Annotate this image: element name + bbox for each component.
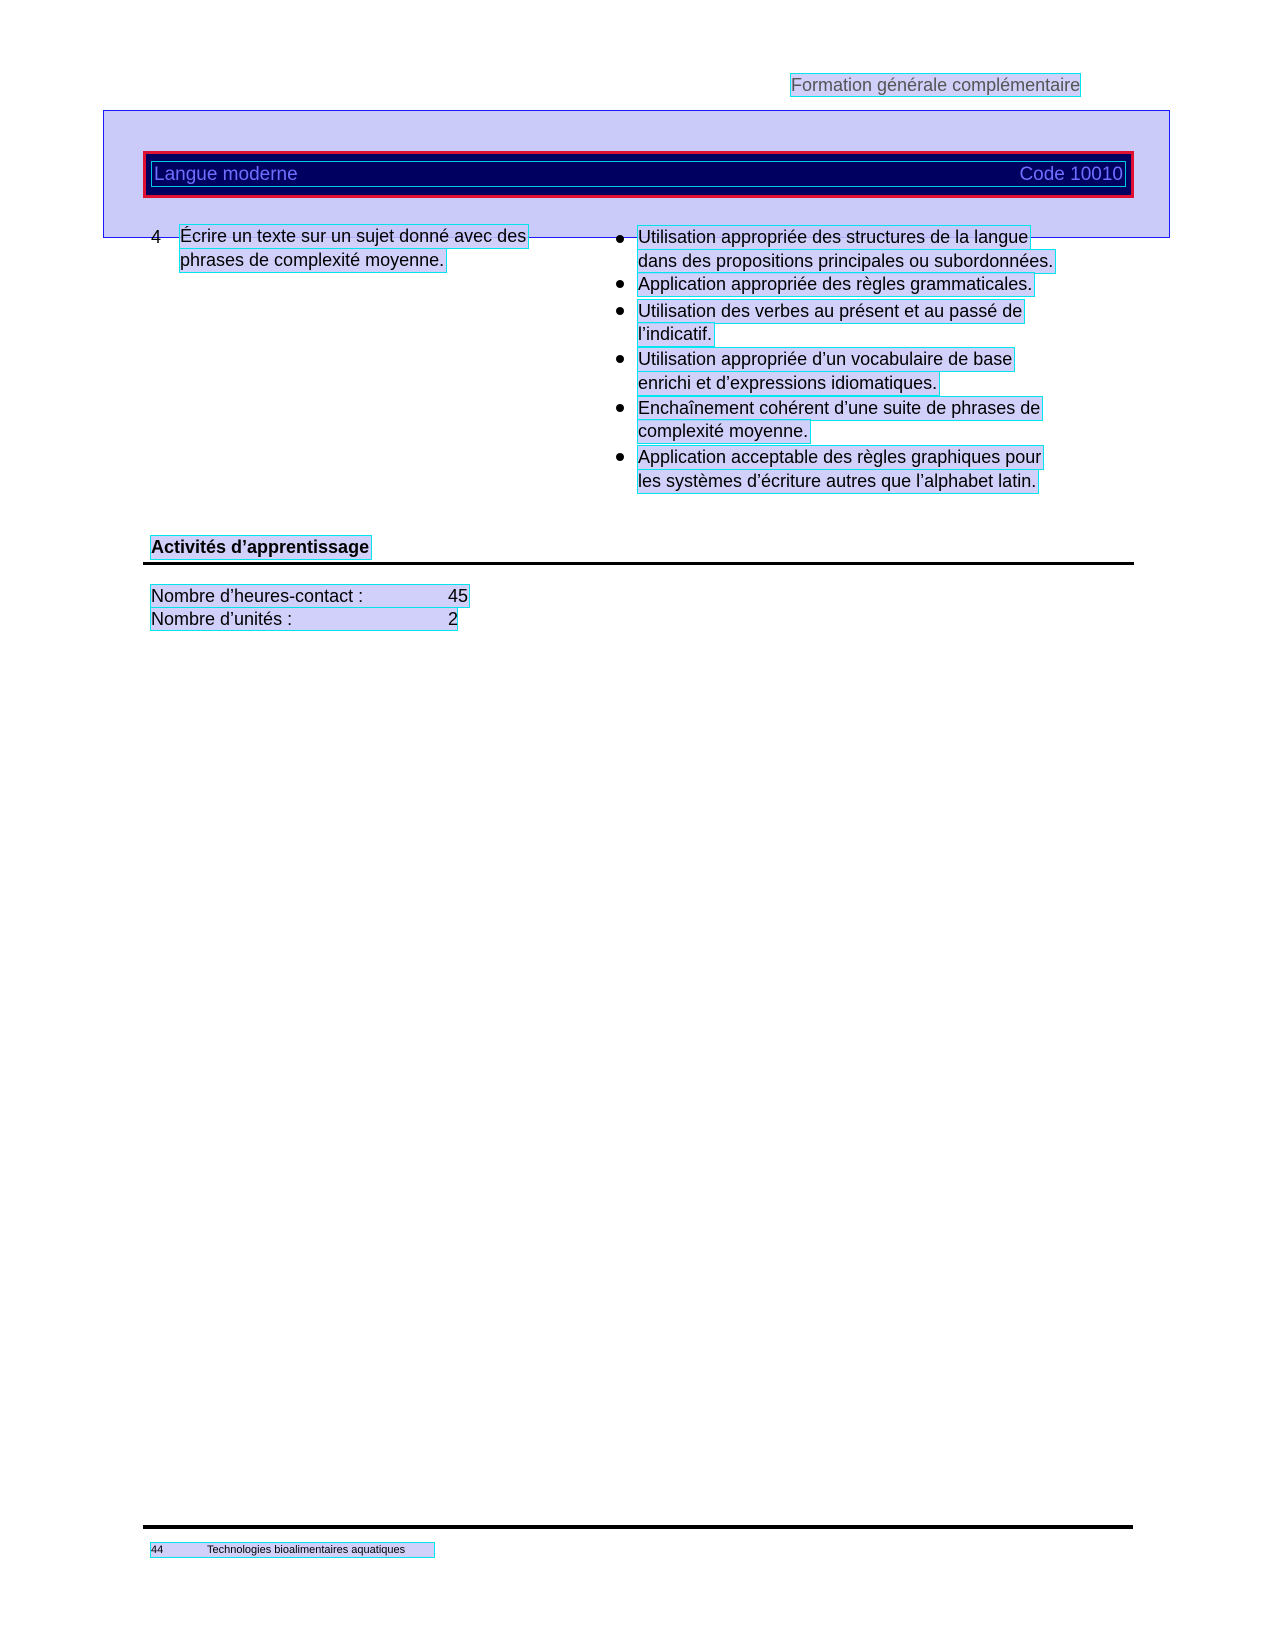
- criterion-line: les systèmes d’écriture autres que l’alphabet latin.: [638, 471, 1037, 491]
- section-heading: Activités d’apprentissage: [151, 537, 370, 557]
- hours-value: 45: [448, 586, 469, 606]
- bullet-icon: [616, 235, 624, 243]
- units-value: 2: [448, 609, 459, 629]
- hours-label: Nombre d’heures-contact :: [151, 586, 364, 606]
- criterion-line: l’indicatif.: [638, 324, 713, 344]
- units-row: [151, 608, 457, 630]
- criterion-line: Application acceptable des règles graphiques pour: [638, 447, 1042, 467]
- criterion-line: Utilisation des verbes au présent et au passé de: [638, 301, 1023, 321]
- course-title-inner: [151, 161, 1126, 187]
- page-number: 44: [151, 1544, 164, 1556]
- footer-document-title: Technologies bioalimentaires aquatiques: [207, 1544, 406, 1556]
- footer-divider: [143, 1525, 1133, 1529]
- bullet-icon: [616, 404, 624, 412]
- objective-line: Écrire un texte sur un sujet donné avec des: [180, 226, 527, 246]
- hours-row: [151, 585, 469, 607]
- criterion-line: enrichi et d’expressions idiomatiques.: [638, 373, 938, 393]
- course-code: Code 10010: [1019, 164, 1123, 185]
- criterion-line: complexité moyenne.: [638, 421, 809, 441]
- units-label: Nombre d’unités :: [151, 609, 293, 629]
- criterion-line: dans des propositions principales ou subordonnées.: [638, 251, 1054, 271]
- criterion-line: Utilisation appropriée des structures de la langue: [638, 227, 1029, 247]
- criterion-line: Application appropriée des règles grammaticales.: [638, 274, 1033, 294]
- bullet-icon: [616, 307, 624, 315]
- section-divider: [143, 562, 1134, 565]
- running-header: Formation générale complémentaire: [791, 75, 1081, 95]
- course-title-bar: [143, 151, 1134, 198]
- bullet-icon: [616, 355, 624, 363]
- page-footer: [151, 1543, 434, 1557]
- bullet-icon: [616, 280, 624, 288]
- bullet-icon: [616, 453, 624, 461]
- objective-line: phrases de complexité moyenne.: [180, 250, 445, 270]
- objective-number: 4: [151, 227, 162, 247]
- criterion-line: Enchaînement cohérent d’une suite de phrases de: [638, 398, 1041, 418]
- criterion-line: Utilisation appropriée d’un vocabulaire de base: [638, 349, 1013, 369]
- subject-title: Langue moderne: [154, 164, 298, 185]
